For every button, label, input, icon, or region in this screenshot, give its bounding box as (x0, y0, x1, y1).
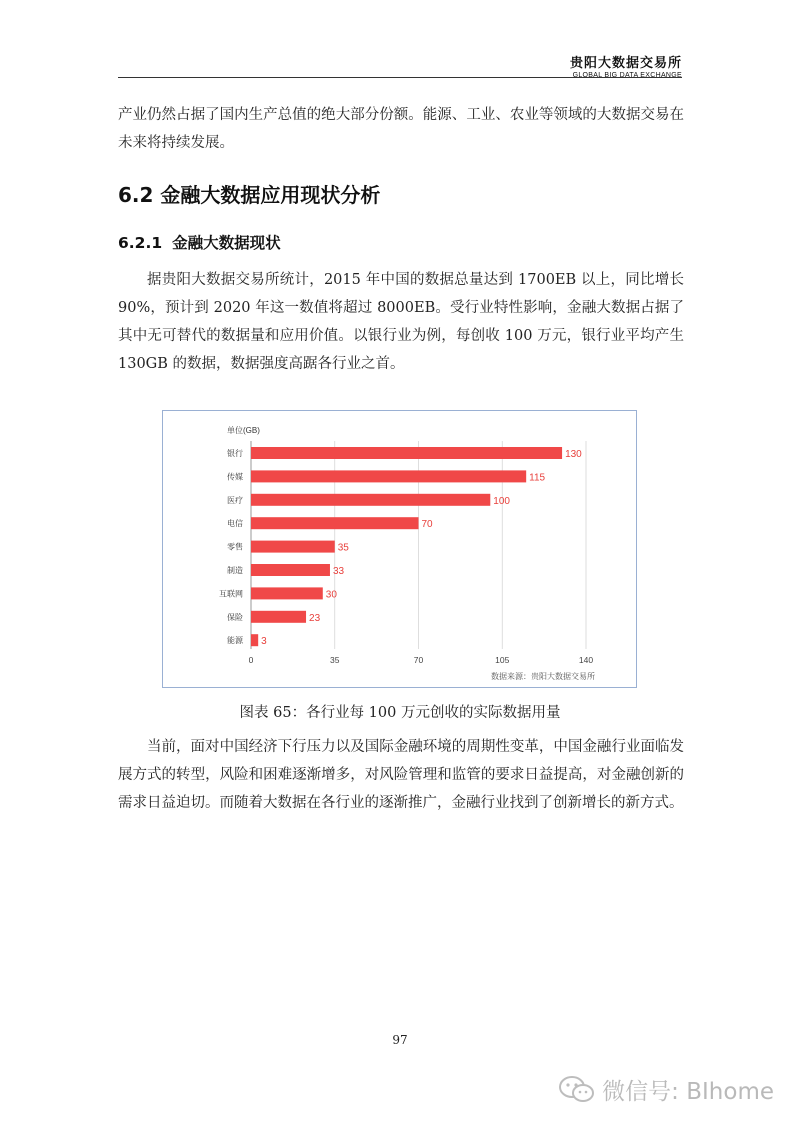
bar (251, 494, 490, 506)
value-label: 23 (309, 612, 321, 624)
value-label: 33 (332, 566, 345, 577)
section-title: 6.2 金融大数据应用现状分析 (118, 183, 381, 207)
category-label: 制造 (227, 566, 243, 575)
bar (251, 541, 335, 553)
wechat-icon (558, 1075, 596, 1105)
watermark-text: 微信号: BIhome (602, 1079, 774, 1105)
body-paragraph-1: 据贵阳大数据交易所统计，2015 年中国的数据总量达到 1700EB 以上，同比增长 90%，预计到 2020 年这一数值将超过 8000EB。受行业特性影响，金融大数据占据了其中无可替代的数据量和应用价值。以银行业为例，每创收 100 万元，银行业平均产生 130GB 的数据，数据强度高踞各行业之首。 (118, 272, 684, 372)
subsection-heading (118, 231, 281, 253)
unit-label: 单位(GB) (227, 426, 260, 435)
subsection-title: 金融大数据现状 (172, 234, 281, 252)
bar (251, 517, 419, 529)
bar-chart-figure (162, 410, 637, 688)
brand-name-en: GLOBAL BIG DATA EXCHANGE (572, 72, 682, 79)
x-tick-label: 105 (495, 655, 510, 665)
value-label: 30 (325, 589, 337, 601)
body-paragraph-2: 当前，面对中国经济下行压力以及国际金融环境的周期性变革，中国金融行业面临发展方式的转型，风险和困难逐渐增多，对风险管理和监管的要求日益提高，对金融创新的需求日益迫切。而随着大数据在各行业的逐渐推广，金融行业找到了创新增长的新方式。 (118, 739, 684, 811)
source-note: 数据来源：贵阳大数据交易所 (491, 672, 595, 681)
figure-caption: 图表 65：各行业每 100 万元创收的实际数据用量 (239, 705, 561, 721)
value-label: 70 (421, 519, 433, 531)
bar (251, 447, 562, 459)
value-label: 35 (337, 542, 349, 554)
category-label: 保险 (227, 612, 243, 622)
intro-paragraph: 产业仍然占据了国内生产总值的绝大部分份额。能源、工业、农业等领域的大数据交易在未来将持续发展。 (118, 107, 684, 151)
bar (251, 470, 526, 482)
bar (251, 587, 323, 599)
header-brand (570, 52, 682, 79)
category-label: 银行 (227, 449, 243, 458)
value-label: 115 (529, 472, 546, 484)
category-label: 互联网 (219, 589, 243, 599)
bar (251, 634, 258, 646)
bar (251, 611, 306, 623)
value-label: 3 (261, 636, 267, 648)
x-tick-label: 70 (413, 655, 424, 665)
subsection-number: 6.2.1 (118, 234, 163, 252)
page-number: 97 (392, 1033, 408, 1047)
category-label: 能源 (227, 636, 243, 646)
x-tick-label: 0 (248, 655, 254, 665)
category-label: 电信 (227, 519, 243, 529)
bar-chart (163, 411, 635, 686)
value-label: 100 (493, 495, 510, 507)
watermark (558, 1073, 774, 1106)
category-label: 医疗 (227, 495, 243, 505)
brand-name-cn: 贵阳大数据交易所 (569, 56, 682, 71)
category-label: 零售 (227, 542, 243, 552)
category-label: 传媒 (227, 472, 243, 482)
bar (251, 564, 330, 576)
value-label: 130 (565, 449, 582, 460)
header-divider (118, 77, 682, 78)
x-tick-label: 35 (330, 655, 340, 665)
x-tick-label: 140 (578, 655, 594, 665)
